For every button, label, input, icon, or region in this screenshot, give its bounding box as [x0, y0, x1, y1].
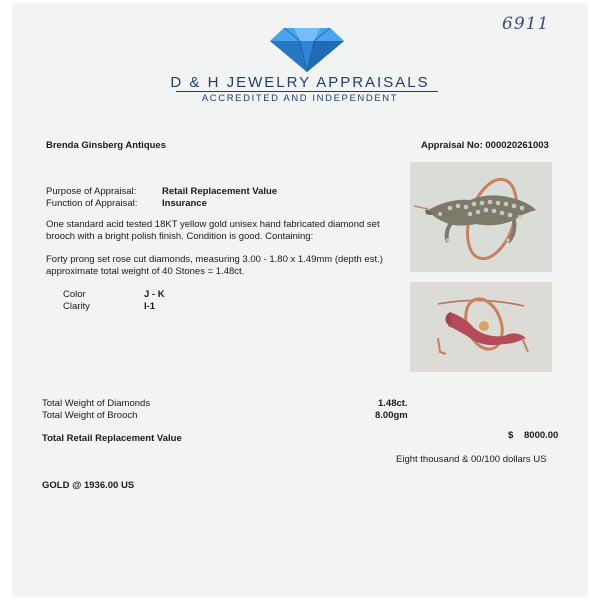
currency-symbol: $	[508, 430, 514, 441]
purpose-label: Purpose of Appraisal:	[46, 186, 137, 197]
color-value: J - K	[144, 289, 165, 300]
company-name: D & H JEWELRY APPRAISALS	[170, 74, 430, 91]
header-divider	[176, 91, 438, 92]
diamond-logo-icon	[270, 28, 344, 72]
purpose-value: Retail Replacement Value	[162, 186, 278, 197]
stone-description: Forty prong set rose cut diamonds, measuring 3.00 - 1.80 x 1.49mm (depth est.) approximate total weight of 40 Stones = 1.48ct.	[46, 254, 383, 277]
client-name: Brenda Ginsberg Antiques	[46, 140, 166, 151]
color-label: Color	[63, 289, 86, 300]
appraisal-number: Appraisal No: 000020261003	[421, 140, 549, 151]
retail-value-amount: 8000.00	[524, 430, 559, 441]
clarity-value: I-1	[144, 301, 156, 312]
retail-value-words: Eight thousand & 00/100 dollars US	[396, 454, 547, 465]
handwritten-note: 6911	[502, 14, 550, 34]
brooch-weight-label: Total Weight of Brooch	[42, 410, 138, 421]
clarity-label: Clarity	[63, 301, 90, 312]
retail-value-label: Total Retail Replacement Value	[42, 433, 182, 444]
function-value: Insurance	[162, 198, 207, 209]
diamond-weight-label: Total Weight of Diamonds	[42, 398, 151, 409]
brooch-weight-value: 8.00gm	[375, 410, 408, 421]
appraisal-document	[14, 4, 586, 596]
item-description: One standard acid tested 18KT yellow gold unisex hand fabricated diamond set brooch with a bright polish finish. Condition is good. Containing:	[46, 219, 380, 242]
function-label: Function of Appraisal:	[46, 198, 138, 209]
brooch-photo-bottom	[410, 282, 552, 372]
brooch-photo-top	[410, 162, 552, 272]
diamond-weight-value: 1.48ct.	[378, 398, 408, 409]
gold-price: GOLD @ 1936.00 US	[42, 480, 135, 491]
company-tagline: ACCREDITED AND INDEPENDENT	[201, 93, 399, 104]
